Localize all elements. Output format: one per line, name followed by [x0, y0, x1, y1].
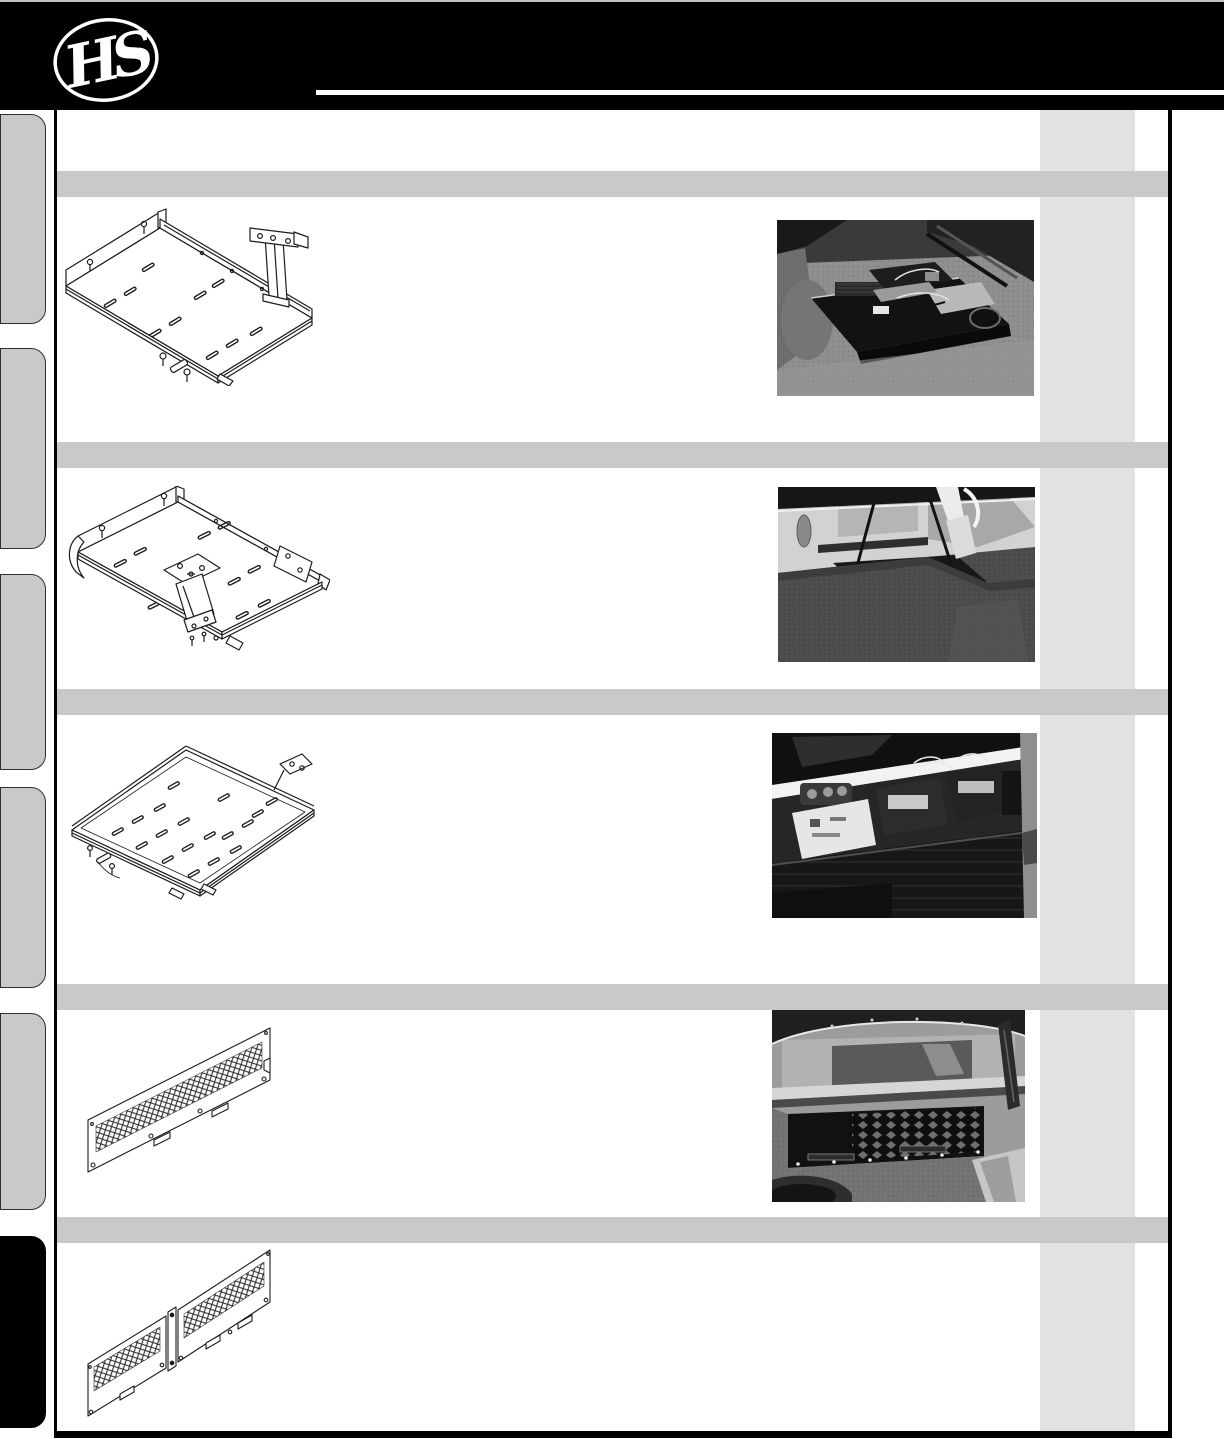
page-edge-tab-5	[0, 1013, 46, 1210]
trunk-install-photo-4	[772, 1010, 1025, 1202]
page-edge-tab-3	[0, 574, 46, 770]
logo-text: HS	[58, 18, 154, 102]
trunk-install-photo-2	[778, 487, 1035, 662]
page-edge-tab-6	[0, 1236, 46, 1428]
section-divider-2	[57, 442, 1168, 468]
section-divider-1	[57, 171, 1168, 197]
hs-logo-icon	[48, 8, 168, 106]
header-underline	[316, 90, 1224, 95]
tray-vertical-leg-drawing	[60, 206, 328, 386]
section-divider-5	[57, 1217, 1168, 1243]
header-bar	[0, 0, 1224, 110]
section-divider-3	[57, 689, 1168, 715]
page-edge-tab-2	[0, 348, 46, 549]
partition-panel-drawing	[78, 1022, 283, 1194]
content-left-rule	[54, 110, 57, 1431]
section-divider-4	[57, 984, 1168, 1010]
content-right-rule	[1168, 110, 1172, 1431]
page-top-edge	[0, 0, 1224, 2]
trunk-install-photo-1	[777, 220, 1034, 396]
trunk-install-photo-3	[772, 733, 1037, 918]
two-piece-partition-drawing	[80, 1246, 280, 1418]
content-bottom-rule	[54, 1431, 1172, 1438]
page-edge-tab-4	[0, 787, 46, 988]
flat-tray-drawing	[68, 740, 318, 900]
page-edge-tab-1	[0, 114, 46, 324]
tray-center-bracket-drawing	[64, 486, 330, 670]
